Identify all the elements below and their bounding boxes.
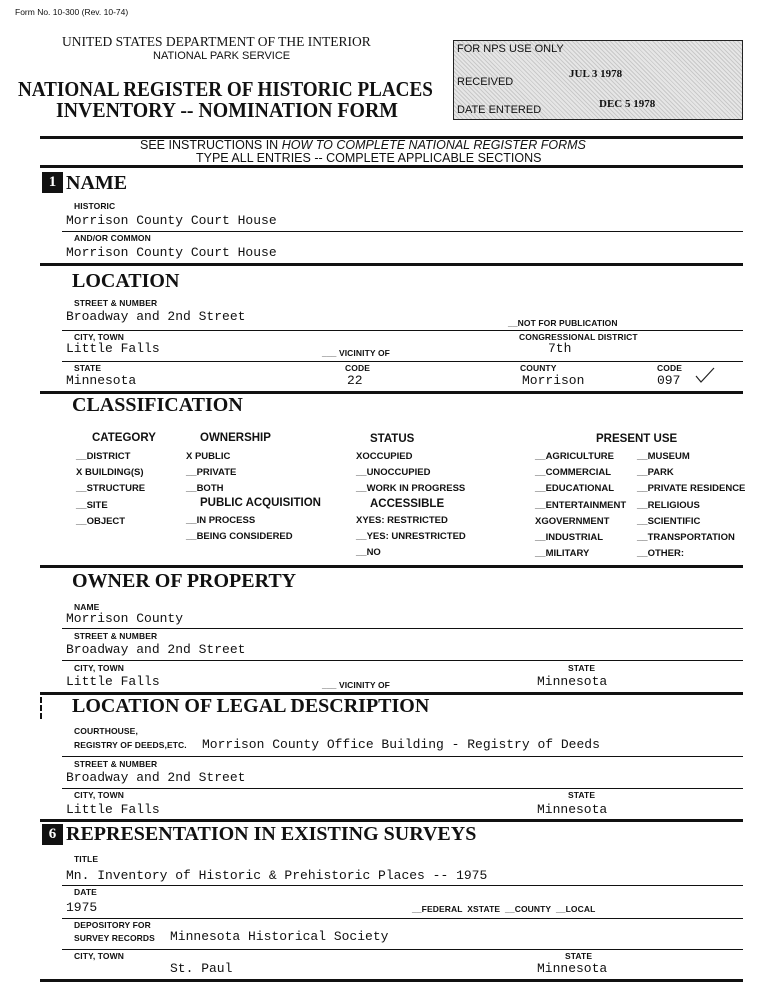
legal-city-field[interactable]: Little Falls bbox=[66, 802, 160, 817]
courthouse-label: COURTHOUSE, bbox=[74, 726, 138, 736]
classification-option[interactable]: __OTHER: bbox=[637, 548, 684, 560]
owner-name-field[interactable]: Morrison County bbox=[66, 611, 184, 626]
street-field[interactable]: Broadway and 2nd Street bbox=[66, 309, 246, 324]
not-for-publication-checkbox[interactable]: __NOT FOR PUBLICATION bbox=[508, 318, 618, 328]
historic-label: HISTORIC bbox=[74, 201, 116, 211]
depository-field[interactable]: Minnesota Historical Society bbox=[170, 929, 389, 944]
instructions-text: SEE INSTRUCTIONS IN bbox=[140, 138, 282, 152]
received-stamp: JUL 3 1978 bbox=[569, 68, 623, 80]
city-field[interactable]: Little Falls bbox=[66, 341, 160, 356]
classification-option[interactable]: __EDUCATIONAL bbox=[535, 483, 614, 495]
owner-city-field[interactable]: Little Falls bbox=[66, 674, 160, 689]
classification-option[interactable]: __SCIENTIFIC bbox=[637, 515, 701, 527]
congressional-field[interactable]: 7th bbox=[548, 341, 572, 356]
classification-option[interactable]: __IN PROCESS bbox=[186, 515, 256, 526]
section-heading-surveys: REPRESENTATION IN EXISTING SURVEYS bbox=[66, 823, 477, 845]
survey-state-field[interactable]: Minnesota bbox=[537, 961, 608, 976]
vicinity-checkbox[interactable]: ___ VICINITY OF bbox=[322, 348, 390, 358]
section-heading-owner: OWNER OF PROPERTY bbox=[72, 570, 297, 592]
section-number: 1 bbox=[42, 172, 63, 193]
classification-option[interactable]: __RELIGIOUS bbox=[637, 499, 700, 511]
survey-state-label: STATE bbox=[565, 951, 593, 961]
section-heading-location: LOCATION bbox=[72, 270, 180, 292]
owner-state-label: STATE bbox=[568, 663, 596, 673]
instructions-line1 bbox=[140, 139, 586, 152]
owner-vicinity-checkbox[interactable]: ___ VICINITY OF bbox=[322, 680, 390, 690]
survey-title-label: TITLE bbox=[74, 854, 99, 864]
entered-label: DATE ENTERED bbox=[457, 104, 542, 116]
state-field[interactable]: Minnesota bbox=[66, 373, 137, 388]
accessible-title: ACCESSIBLE bbox=[370, 498, 445, 510]
owner-street-field[interactable]: Broadway and 2nd Street bbox=[66, 642, 246, 657]
city-label: CITY, TOWN bbox=[74, 332, 124, 342]
classification-option[interactable]: __ENTERTAINMENT bbox=[535, 499, 627, 511]
owner-name-label: NAME bbox=[74, 602, 100, 612]
classification-option[interactable]: XYES: RESTRICTED bbox=[356, 515, 448, 526]
classification-option[interactable]: __BOTH bbox=[186, 483, 224, 495]
classification-option[interactable]: __UNOCCUPIED bbox=[356, 467, 431, 479]
nps-use-box bbox=[453, 40, 743, 120]
classification-option[interactable]: __SITE bbox=[76, 499, 108, 511]
classification-option[interactable]: __INDUSTRIAL bbox=[535, 532, 604, 543]
entered-stamp: DEC 5 1978 bbox=[599, 98, 656, 110]
instructions-line2: TYPE ALL ENTRIES -- COMPLETE APPLICABLE SECTIONS bbox=[196, 151, 542, 165]
service: NATIONAL PARK SERVICE bbox=[153, 50, 291, 62]
instructions-title: HOW TO COMPLETE NATIONAL REGISTER FORMS bbox=[281, 138, 586, 152]
common-name-field[interactable]: Morrison County Court House bbox=[66, 245, 277, 260]
legal-state-label: STATE bbox=[568, 790, 596, 800]
survey-level-options[interactable]: __FEDERAL XSTATE __COUNTY __LOCAL bbox=[412, 904, 596, 914]
county-field[interactable]: Morrison bbox=[522, 373, 585, 388]
ownership-title: OWNERSHIP bbox=[200, 432, 271, 444]
owner-state-field[interactable]: Minnesota bbox=[537, 674, 608, 689]
classification-option[interactable]: __DISTRICT bbox=[76, 451, 131, 462]
classification-option[interactable]: __MUSEUM bbox=[637, 451, 690, 462]
classification-option[interactable]: __WORK IN PROGRESS bbox=[356, 483, 466, 495]
form-number: Form No. 10-300 (Rev. 10-74) bbox=[15, 7, 129, 17]
section-heading-legal: LOCATION OF LEGAL DESCRIPTION bbox=[72, 695, 430, 717]
department: UNITED STATES DEPARTMENT OF THE INTERIOR bbox=[62, 34, 371, 49]
present-use-title: PRESENT USE bbox=[596, 433, 678, 445]
classification-option[interactable]: __PRIVATE RESIDENCE bbox=[637, 483, 746, 495]
historic-name-field[interactable]: Morrison County Court House bbox=[66, 213, 277, 228]
classification-option[interactable]: __BEING CONSIDERED bbox=[186, 531, 293, 543]
survey-title-field[interactable]: Mn. Inventory of Historic & Prehistoric Places -- 1975 bbox=[66, 868, 488, 883]
classification-option[interactable]: X BUILDING(S) bbox=[76, 467, 144, 479]
survey-city-label: CITY, TOWN bbox=[74, 951, 124, 961]
checkmark-icon bbox=[694, 366, 716, 384]
form-subtitle: INVENTORY -- NOMINATION FORM bbox=[56, 98, 398, 122]
legal-state-field[interactable]: Minnesota bbox=[537, 802, 608, 817]
survey-date-label: DATE bbox=[74, 887, 97, 897]
registry-field[interactable]: Morrison County Office Building - Registry of Deeds bbox=[202, 737, 600, 752]
classification-option[interactable]: XGOVERNMENT bbox=[535, 515, 610, 527]
state-label: STATE bbox=[74, 363, 102, 373]
status-title: STATUS bbox=[370, 433, 415, 445]
congressional-label: CONGRESSIONAL DISTRICT bbox=[519, 332, 638, 342]
survey-date-field[interactable]: 1975 bbox=[66, 900, 98, 915]
classification-option[interactable]: __STRUCTURE bbox=[76, 483, 146, 495]
county-code-label: CODE bbox=[657, 363, 682, 373]
depository-label-2: SURVEY RECORDS bbox=[74, 933, 155, 943]
form-title: NATIONAL REGISTER OF HISTORIC PLACES bbox=[18, 77, 433, 101]
common-label: AND/OR COMMON bbox=[74, 233, 151, 243]
legal-street-field[interactable]: Broadway and 2nd Street bbox=[66, 770, 246, 785]
owner-street-label: STREET & NUMBER bbox=[74, 631, 158, 641]
section-heading-name: NAME bbox=[66, 172, 128, 194]
classification-option[interactable]: __OBJECT bbox=[76, 515, 126, 527]
depository-label: DEPOSITORY FOR bbox=[74, 920, 151, 930]
registry-label: REGISTRY OF DEEDS,ETC. bbox=[74, 740, 187, 750]
county-label: COUNTY bbox=[520, 363, 557, 373]
classification-option[interactable]: XOCCUPIED bbox=[356, 451, 413, 462]
classification-option[interactable]: __COMMERCIAL bbox=[535, 467, 612, 479]
section-marker bbox=[40, 697, 42, 719]
survey-city-field[interactable]: St. Paul bbox=[170, 961, 233, 976]
section-heading-classification: CLASSIFICATION bbox=[72, 394, 243, 416]
legal-city-label: CITY, TOWN bbox=[74, 790, 124, 800]
classification-option[interactable]: __PARK bbox=[637, 467, 674, 479]
category-title: CATEGORY bbox=[92, 432, 156, 444]
classification-option[interactable]: __TRANSPORTATION bbox=[637, 532, 735, 543]
acquisition-title: PUBLIC ACQUISITION bbox=[200, 497, 321, 509]
legal-street-label: STREET & NUMBER bbox=[74, 759, 158, 769]
classification-option[interactable]: __AGRICULTURE bbox=[535, 451, 614, 462]
received-label: RECEIVED bbox=[457, 76, 514, 88]
state-code-field[interactable]: 22 bbox=[347, 373, 363, 388]
classification-option[interactable]: X PUBLIC bbox=[186, 451, 231, 462]
county-code-field[interactable]: 097 bbox=[657, 373, 681, 388]
code-label: CODE bbox=[345, 363, 370, 373]
nps-label: FOR NPS USE ONLY bbox=[457, 43, 564, 55]
street-label: STREET & NUMBER bbox=[74, 298, 158, 308]
classification-option[interactable]: __YES: UNRESTRICTED bbox=[356, 531, 466, 543]
section-number: 6 bbox=[42, 824, 63, 845]
classification-option[interactable]: __NO bbox=[356, 547, 381, 559]
classification-option[interactable]: __PRIVATE bbox=[186, 467, 237, 479]
classification-option[interactable]: __MILITARY bbox=[535, 548, 590, 560]
owner-city-label: CITY, TOWN bbox=[74, 663, 124, 673]
